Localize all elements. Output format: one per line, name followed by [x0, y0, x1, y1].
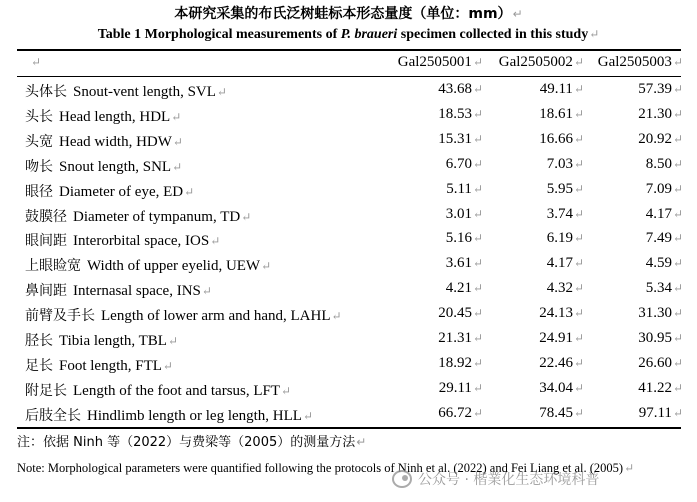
table-title-english	[0, 27, 697, 43]
cell-value-text: 22.46	[539, 354, 573, 371]
paragraph-mark: ↵	[472, 306, 483, 321]
table-row	[0, 402, 697, 427]
cell-value-text: 7.09	[645, 180, 672, 197]
row-label-english: Diameter of tympanum, TD	[73, 208, 241, 225]
table-row	[0, 178, 697, 203]
row-label-chinese: 后肢全长	[25, 407, 81, 424]
cell-value	[580, 355, 683, 372]
cell-value	[360, 380, 483, 397]
paragraph-mark: ↵	[472, 181, 483, 196]
cell-value	[480, 81, 584, 98]
cell-value	[580, 255, 683, 272]
row-label	[25, 405, 313, 425]
note-chinese	[17, 431, 366, 450]
cell-value-text: 78.45	[539, 404, 573, 421]
paragraph-mark: ↵	[172, 134, 183, 149]
paragraph-mark: ↵	[167, 334, 178, 348]
cell-value	[480, 405, 584, 422]
cell-value	[360, 255, 483, 272]
cell-value	[360, 106, 483, 123]
row-label-english: Tibia length, TBL	[59, 333, 167, 349]
cell-value	[580, 230, 683, 247]
cell-value-text: 20.45	[438, 305, 472, 322]
cell-value	[580, 380, 683, 397]
paragraph-mark: ↵	[472, 231, 483, 246]
table-row	[0, 352, 697, 377]
paragraph-mark: ↵	[331, 309, 342, 324]
cell-value	[480, 131, 584, 148]
cell-value	[360, 230, 483, 247]
row-label	[25, 181, 194, 201]
paragraph-mark: ↵	[210, 234, 221, 249]
cell-value	[480, 380, 584, 397]
paragraph-mark: ↵	[172, 159, 183, 174]
cell-value	[580, 280, 683, 297]
paragraph-mark: ↵	[573, 206, 584, 221]
cell-value	[480, 280, 584, 297]
paragraph-mark: ↵	[261, 259, 272, 274]
column-header-text: Gal2505003	[597, 54, 672, 70]
cell-value-text: 34.04	[539, 379, 573, 396]
cell-value	[360, 405, 483, 422]
column-header-specimen-2	[480, 54, 584, 71]
cell-value-text: 5.34	[645, 280, 672, 297]
paragraph-mark: ↵	[216, 85, 227, 99]
paragraph-mark: ↵	[672, 281, 683, 296]
paragraph-mark: ↵	[672, 331, 683, 345]
table-row	[0, 302, 697, 327]
cell-value-text: 97.11	[638, 404, 672, 421]
column-header-text: Gal2505002	[498, 54, 573, 70]
row-label-english: Length of the foot and tarsus, LFT	[73, 382, 281, 399]
cell-value	[480, 255, 584, 272]
row-label-chinese: 鼓膜径	[25, 208, 67, 225]
table-bottom-rule	[17, 427, 681, 429]
table-header-rule	[17, 76, 681, 77]
cell-value-text: 66.72	[438, 404, 472, 421]
paragraph-mark: ↵	[573, 331, 584, 345]
table-row	[0, 327, 697, 352]
row-label-chinese: 附足长	[25, 382, 67, 399]
cell-value-text: 49.11	[539, 81, 573, 97]
cell-value	[360, 156, 483, 173]
row-label-chinese: 足长	[25, 357, 53, 374]
cell-value-text: 31.30	[638, 305, 672, 322]
cell-value	[360, 131, 483, 148]
cell-value-text: 41.22	[638, 379, 672, 396]
paragraph-mark: ↵	[472, 256, 483, 271]
paragraph-mark: ↵	[672, 82, 683, 96]
paragraph-mark: ↵	[184, 184, 195, 199]
row-label-english: Hindlimb length or leg length, HLL	[87, 407, 302, 424]
cell-value	[480, 355, 584, 372]
row-label	[25, 330, 178, 350]
paragraph-mark: ↵	[472, 331, 483, 345]
cell-value	[480, 181, 584, 198]
row-label-chinese: 头体长	[25, 84, 67, 100]
table-row	[0, 252, 697, 277]
paragraph-mark: ↵	[472, 355, 483, 370]
cell-value-text: 57.39	[638, 81, 672, 97]
table-row	[0, 103, 697, 128]
table-title-species: P. braueri	[340, 27, 398, 42]
paragraph-mark: ↵	[302, 408, 314, 423]
paragraph-mark: ↵	[672, 306, 683, 321]
table-title-suffix: specimen collected in this study	[397, 27, 589, 42]
cell-value-text: 3.61	[445, 255, 472, 272]
row-label-english: Foot length, FTL	[59, 357, 162, 374]
cell-value-text: 18.92	[438, 354, 472, 371]
row-label	[25, 230, 220, 250]
paragraph-mark: ↵	[672, 256, 683, 271]
paragraph-mark: ↵	[672, 55, 683, 69]
row-label-chinese: 鼻间距	[25, 283, 67, 300]
paragraph-mark: ↵	[672, 380, 683, 395]
paragraph-mark: ↵	[672, 106, 683, 121]
paragraph-mark: ↵	[624, 461, 635, 475]
wechat-icon	[392, 470, 412, 488]
cell-value-text: 24.13	[539, 305, 573, 322]
paragraph-mark: ↵	[281, 383, 292, 398]
cell-value-text: 24.91	[539, 330, 573, 346]
paragraph-mark: ↵	[472, 106, 483, 121]
paragraph-mark: ↵	[573, 355, 584, 370]
row-label-english: Head length, HDL	[59, 108, 171, 125]
paragraph-mark: ↵	[573, 106, 584, 121]
table-title-prefix: Table 1 Morphological measurements of	[97, 27, 341, 42]
table-row	[0, 377, 697, 402]
cell-value-text: 3.01	[445, 205, 472, 222]
cell-value-text: 18.61	[539, 105, 573, 122]
row-label-english: Snout length, SNL	[59, 158, 172, 175]
cell-value	[580, 181, 683, 198]
table-row	[0, 78, 697, 103]
cell-value	[360, 330, 483, 347]
paragraph-mark: ↵	[472, 380, 483, 395]
row-label-chinese: 头宽	[25, 133, 53, 150]
cell-value-text: 5.11	[446, 180, 472, 197]
paragraph-mark: ↵	[472, 405, 483, 420]
row-label-english: Snout-vent length, SVL	[73, 84, 216, 100]
cell-value	[580, 131, 683, 148]
cell-value-text: 29.11	[438, 379, 472, 396]
row-label-chinese: 胫长	[25, 333, 53, 349]
paragraph-mark: ↵	[241, 209, 252, 224]
row-label	[25, 305, 342, 325]
cell-value-text: 43.68	[438, 81, 472, 97]
row-label-chinese: 前臂及手长	[25, 308, 95, 325]
cell-value	[580, 305, 683, 322]
row-label	[25, 280, 212, 300]
cell-value-text: 7.03	[546, 155, 573, 172]
paragraph-mark: ↵	[472, 206, 483, 221]
table-row	[0, 277, 697, 302]
cell-value-text: 15.31	[438, 130, 472, 147]
row-label	[25, 380, 291, 400]
row-label-english: Length of lower arm and hand, LAHL	[101, 308, 331, 325]
cell-value-text: 7.49	[645, 230, 672, 247]
cell-value	[360, 305, 483, 322]
row-label-chinese: 眼径	[25, 183, 53, 200]
cell-value-text: 26.60	[638, 354, 672, 371]
cell-value	[580, 81, 683, 98]
cell-value	[580, 156, 683, 173]
cell-value-text: 30.95	[638, 330, 672, 346]
column-header-specimen-1	[360, 54, 483, 71]
row-label-english: Interorbital space, IOS	[73, 233, 210, 250]
cell-value-text: 5.16	[445, 230, 472, 247]
cell-value	[480, 206, 584, 223]
row-label	[25, 106, 181, 126]
paragraph-mark: ↵	[472, 82, 483, 96]
cell-value-text: 4.59	[645, 255, 672, 272]
table-row	[0, 128, 697, 153]
cell-value	[480, 230, 584, 247]
paragraph-mark: ↵	[672, 131, 683, 146]
paragraph-mark: ↵	[672, 181, 683, 196]
cell-value	[360, 280, 483, 297]
paragraph-mark: ↵	[672, 405, 683, 420]
column-header-text: Gal2505001	[397, 54, 472, 70]
cell-value-text: 4.17	[645, 205, 672, 222]
table-row	[0, 203, 697, 228]
cell-value	[580, 405, 683, 422]
paragraph-mark: ↵	[573, 256, 584, 271]
cell-value-text: 3.74	[546, 205, 573, 222]
cell-value-text: 16.66	[539, 130, 573, 147]
paragraph-mark: ↵	[472, 281, 483, 296]
paragraph-mark: ↵	[672, 206, 683, 221]
paragraph-mark: ↵	[573, 82, 584, 96]
cell-value	[480, 156, 584, 173]
row-label-chinese: 吻长	[25, 158, 53, 175]
cell-value	[360, 181, 483, 198]
cell-value	[360, 81, 483, 98]
paragraph-mark: ↵	[512, 7, 523, 21]
paragraph-mark: ↵	[573, 131, 584, 146]
cell-value-text: 5.95	[546, 180, 573, 197]
row-label	[25, 255, 271, 275]
cell-value	[580, 106, 683, 123]
cell-value	[360, 355, 483, 372]
table-title-chinese-text: 本研究采集的布氏泛树蛙标本形态量度（单位：mm）	[174, 6, 512, 22]
header-paragraph-mark: ↵	[31, 55, 42, 69]
paragraph-mark: ↵	[472, 131, 483, 146]
watermark-text: 公众号 · 楷業化生态环境科普	[418, 472, 600, 488]
cell-value-text: 4.21	[445, 280, 472, 297]
cell-value-text: 4.32	[546, 280, 573, 297]
cell-value-text: 8.50	[645, 155, 672, 172]
row-label	[25, 131, 183, 151]
row-label-english: Internasal space, INS	[73, 283, 201, 300]
paragraph-mark: ↵	[472, 156, 483, 171]
paragraph-mark: ↵	[201, 284, 212, 299]
table-top-rule	[17, 49, 681, 51]
cell-value-text: 6.19	[546, 230, 573, 247]
cell-value-text: 20.92	[638, 130, 672, 147]
paragraph-mark: ↵	[672, 156, 683, 171]
row-label	[25, 355, 173, 375]
row-label	[25, 81, 227, 101]
note-chinese-text: 注：依据 Ninh 等（2022）与费梁等（2005）的测量方法	[17, 435, 356, 450]
watermark	[392, 466, 692, 492]
row-label-chinese: 头长	[25, 108, 53, 125]
paragraph-mark: ↵	[573, 156, 584, 171]
paragraph-mark: ↵	[573, 380, 584, 395]
cell-value-text: 6.70	[445, 155, 472, 172]
cell-value	[480, 106, 584, 123]
paragraph-mark: ↵	[672, 355, 683, 370]
cell-value-text: 21.31	[438, 330, 472, 346]
paragraph-mark: ↵	[472, 55, 483, 69]
paragraph-mark: ↵	[573, 281, 584, 296]
paragraph-mark: ↵	[573, 55, 584, 69]
paragraph-mark: ↵	[171, 109, 182, 124]
row-label-chinese: 上眼睑宽	[25, 258, 81, 275]
cell-value-text: 21.30	[638, 105, 672, 122]
cell-value-text: 18.53	[438, 105, 472, 122]
paragraph-mark: ↵	[573, 231, 584, 246]
table-row	[0, 227, 697, 252]
cell-value	[580, 206, 683, 223]
paragraph-mark: ↵	[573, 405, 584, 420]
paragraph-mark: ↵	[162, 358, 173, 373]
row-label-english: Width of upper eyelid, UEW	[87, 258, 261, 275]
cell-value	[360, 206, 483, 223]
column-header-specimen-3	[580, 54, 683, 71]
row-label-english: Head width, HDW	[59, 133, 172, 150]
paragraph-mark: ↵	[356, 435, 367, 449]
row-label-chinese: 眼间距	[25, 233, 67, 250]
paragraph-mark: ↵	[589, 27, 600, 41]
cell-value	[480, 330, 584, 347]
table-title-chinese	[0, 3, 697, 23]
cell-value	[480, 305, 584, 322]
row-label	[25, 206, 251, 226]
cell-value-text: 4.17	[546, 255, 573, 272]
table-row	[0, 153, 697, 178]
paragraph-mark: ↵	[573, 181, 584, 196]
row-label	[25, 156, 182, 176]
note-english-text: Note: Morphological parameters were quantified following the protocols of Ninh et al. (2022) and Fei Liang et al. (2005)	[17, 461, 624, 475]
paragraph-mark: ↵	[573, 306, 584, 321]
paragraph-mark: ↵	[672, 231, 683, 246]
cell-value	[580, 330, 683, 347]
row-label-english: Diameter of eye, ED	[59, 183, 184, 200]
